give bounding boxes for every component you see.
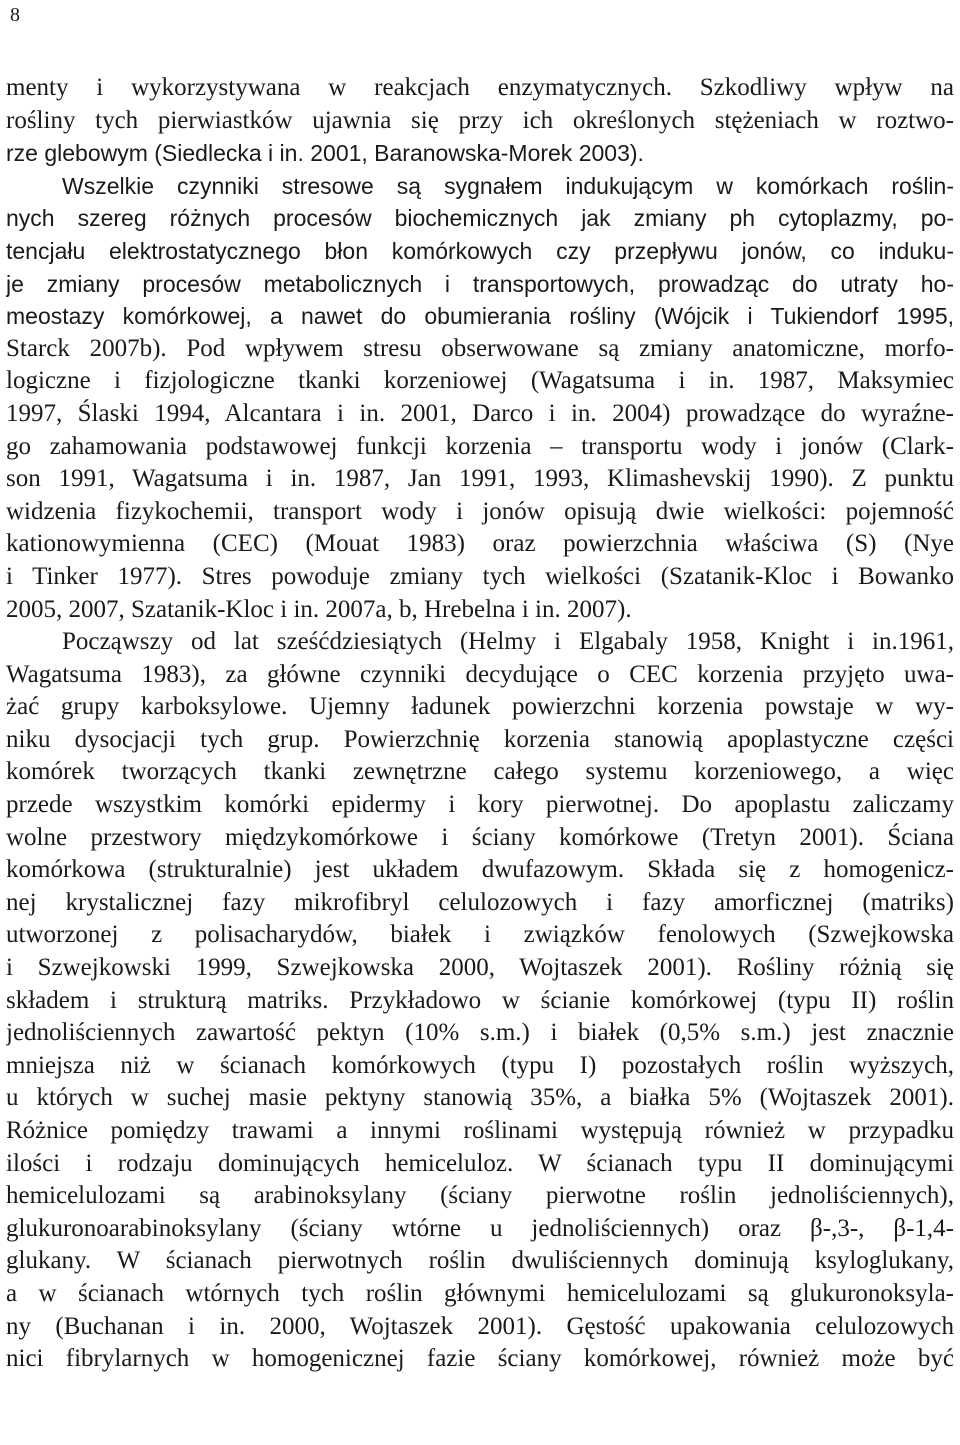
text-line: utworzonej z polisacharydów, białek i związków fenolowych (Szwejkowska bbox=[6, 921, 954, 949]
text-line: żać grupy karboksylowe. Ujemny ładunek powierzchni korzenia powstaje w wy- bbox=[6, 693, 954, 721]
text-line: składem i strukturą matriks. Przykładowo w ścianie komórkowej (typu II) roślin bbox=[6, 986, 954, 1014]
text-line: 2005, 2007, Szatanik-Kloc i in. 2007a, b, Hrebelna i in. 2007). bbox=[6, 595, 632, 623]
text-line: 1997, Ślaski 1994, Alcantara i in. 2001, Darco i in. 2004) prowadzące do wyraźne- bbox=[6, 399, 954, 427]
text-line: przede wszystkim komórki epidermy i kory pierwotnej. Do apoplastu zaliczamy bbox=[6, 791, 954, 819]
page-number: 8 bbox=[10, 4, 20, 26]
text-line: Wagatsuma 1983), za główne czynniki decydujące o CEC korzenia przyjęto uwa- bbox=[6, 660, 954, 688]
text-line: logiczne i fizjologiczne tkanki korzeniowej (Wagatsuma i in. 1987, Maksymiec bbox=[6, 367, 954, 395]
text-line: Starck 2007b). Pod wpływem stresu obserwowane są zmiany anatomiczne, morfo- bbox=[6, 334, 954, 362]
text-line: u których w suchej masie pektyny stanowią 35%, a białka 5% (Wojtaszek 2001). bbox=[6, 1084, 954, 1112]
text-line: nej krystalicznej fazy mikrofibryl celulozowych i fazy amorficznej (matriks) bbox=[6, 888, 954, 916]
text-line: meostazy komórkowej, a nawet do obumierania rośliny (Wójcik i Tukiendorf 1995, bbox=[6, 303, 954, 330]
text-line: glukuronoarabinoksylany (ściany wtórne u jednoliściennych) oraz β-,3-, β-1,4- bbox=[6, 1214, 954, 1242]
text-line: ny (Buchanan i in. 2000, Wojtaszek 2001). Gęstość upakowania celulozowych bbox=[6, 1312, 954, 1340]
text-line: widzenia fizykochemii, transport wody i jonów opisują dwie wielkości: pojemność bbox=[6, 497, 954, 525]
text-line: rośliny tych pierwiastków ujawnia się przy ich określonych stężeniach w roztwo- bbox=[6, 106, 954, 134]
text-line: Różnice pomiędzy trawami a innymi roślinami występują również w przypadku bbox=[6, 1117, 954, 1144]
text-line: ilości i rodzaju dominujących hemiceluloz. W ścianach typu II dominującymi bbox=[6, 1149, 954, 1177]
text-line: Wszelkie czynniki stresowe są sygnałem indukującym w komórkach roślin- bbox=[62, 172, 954, 199]
text-line: komórkowa (strukturalnie) jest układem dwufazowym. Składa się z homogenicz- bbox=[6, 856, 954, 884]
text-line: i Szwejkowski 1999, Szwejkowska 2000, Wojtaszek 2001). Rośliny różnią się bbox=[6, 954, 954, 982]
text-line: go zahamowania podstawowej funkcji korzenia – transportu wody i jonów (Clark- bbox=[6, 432, 954, 460]
text-line: Począwszy od lat sześćdziesiątych (Helmy i Elgabaly 1958, Knight i in.1961, bbox=[62, 628, 954, 656]
text-line: rze glebowym (Siedlecka i in. 2001, Baranowska-Morek 2003). bbox=[6, 140, 644, 167]
text-line: je zmiany procesów metabolicznych i transportowych, prowadząc do utraty ho- bbox=[6, 270, 954, 297]
text-line: menty i wykorzystywana w reakcjach enzymatycznych. Szkodliwy wpływ na bbox=[6, 74, 954, 101]
text-line: wolne przestwory międzykomórkowe i ściany komórkowe (Tretyn 2001). Ściana bbox=[6, 823, 954, 851]
text-line: kationowymienna (CEC) (Mouat 1983) oraz powierzchnia właściwa (S) (Nye bbox=[6, 530, 954, 558]
text-line: a w ścianach wtórnych tych roślin głównymi hemicelulozami są glukuronoksyla- bbox=[6, 1279, 954, 1307]
text-line: jednoliściennych zawartość pektyn (10% s.m.) i białek (0,5% s.m.) jest znacznie bbox=[6, 1019, 954, 1047]
text-line: i Tinker 1977). Stres powoduje zmiany tych wielkości (Szatanik-Kloc i Bowanko bbox=[6, 562, 954, 590]
text-line: son 1991, Wagatsuma i in. 1987, Jan 1991, 1993, Klimashevskij 1990). Z punktu bbox=[6, 465, 954, 493]
text-line: nych szereg różnych procesów biochemicznych jak zmiany ph cytoplazmy, po- bbox=[6, 205, 954, 232]
text-line: hemicelulozami są arabinoksylany (ściany pierwotne roślin jednoliściennych), bbox=[6, 1182, 954, 1210]
text-line: mniejsza niż w ścianach komórkowych (typu I) pozostałych roślin wyższych, bbox=[6, 1051, 954, 1079]
text-line: niku dysocjacji tych grup. Powierzchnię korzenia stanowią apoplastyczne części bbox=[6, 725, 954, 753]
text-line: tencjału elektrostatycznego błon komórkowych czy przepływu jonów, co induku- bbox=[6, 237, 954, 264]
text-line: komórek tworzących tkanki zewnętrzne całego systemu korzeniowego, a więc bbox=[6, 758, 954, 786]
text-line: nici fibrylarnych w homogenicznej fazie ściany komórkowej, również może być bbox=[6, 1345, 954, 1373]
text-line: glukany. W ścianach pierwotnych roślin dwuliściennych dominują ksyloglukany, bbox=[6, 1247, 954, 1275]
body-text bbox=[6, 72, 954, 1376]
